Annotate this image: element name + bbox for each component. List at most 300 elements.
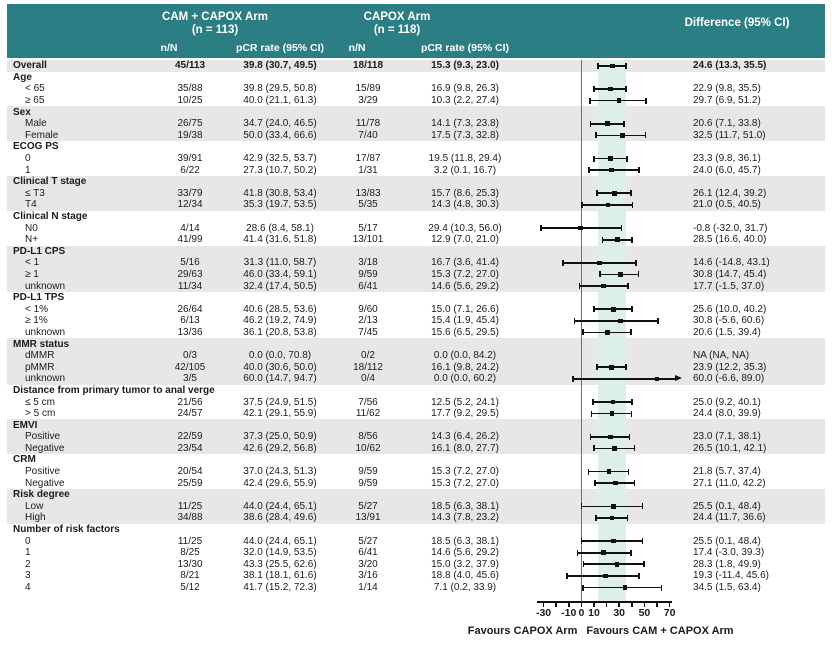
difference-value: 21.8 (5.7, 37.4) bbox=[693, 466, 761, 478]
point-estimate-marker bbox=[620, 133, 625, 138]
cam-n-of-N: 22/59 bbox=[177, 431, 203, 443]
cam-n-of-N: 23/54 bbox=[177, 442, 203, 454]
row-label: Age bbox=[13, 71, 32, 83]
table-row bbox=[7, 582, 825, 594]
row-label: 3 bbox=[25, 570, 31, 582]
ci-cap-left bbox=[579, 283, 581, 289]
ci-cap-left bbox=[581, 538, 583, 544]
capox-n-of-N: 5/27 bbox=[358, 500, 378, 512]
row-label: PD-L1 TPS bbox=[13, 292, 65, 304]
row-label: < 65 bbox=[25, 83, 45, 95]
capox-n-of-N: 8/56 bbox=[358, 431, 378, 443]
cam-n-of-N: 42/105 bbox=[174, 361, 206, 373]
point-estimate-marker bbox=[623, 585, 628, 590]
cam-pcr-rate: 28.6 (8.4, 58.1) bbox=[246, 222, 314, 234]
cam-pcr-rate: 60.0 (14.7, 94.7) bbox=[243, 373, 317, 385]
row-label: ≥ 1 bbox=[25, 268, 39, 280]
row-label: unknown bbox=[25, 280, 66, 292]
difference-value: 20.6 (7.1, 33.8) bbox=[693, 118, 761, 130]
ci-cap-left bbox=[574, 318, 576, 324]
difference-value: 25.0 (9.2, 40.1) bbox=[693, 396, 761, 408]
point-estimate-marker bbox=[611, 504, 616, 509]
difference-value: 20.6 (1.5, 39.4) bbox=[693, 326, 761, 338]
point-estimate-marker bbox=[618, 319, 623, 324]
point-estimate-marker bbox=[615, 237, 620, 242]
cam-n-of-N: 4/14 bbox=[180, 222, 200, 234]
point-estimate-marker bbox=[608, 156, 613, 161]
row-label: N0 bbox=[25, 222, 38, 234]
capox-pcr-rate: 17.7 (9.2, 29.5) bbox=[431, 408, 499, 420]
ci-cap-left bbox=[593, 86, 595, 92]
difference-value: 60.0 (-6.6, 89.0) bbox=[693, 373, 765, 385]
subgroup-header-row bbox=[7, 176, 825, 188]
difference-value: NA (NA, NA) bbox=[693, 350, 750, 362]
cam-n-of-N: 11/25 bbox=[177, 500, 203, 512]
cam-n-of-N: 26/75 bbox=[177, 118, 203, 130]
point-estimate-marker bbox=[607, 469, 612, 474]
cam-pcr-rate: 36.1 (20.8, 53.8) bbox=[243, 326, 317, 338]
ci-cap-right bbox=[645, 132, 647, 138]
cam-pcr-rate: 44.0 (24.4, 65.1) bbox=[243, 500, 317, 512]
table-row bbox=[7, 559, 825, 571]
table-row bbox=[7, 408, 825, 420]
ci-cap-left bbox=[588, 469, 590, 475]
table-row bbox=[7, 373, 825, 385]
rows-container bbox=[7, 60, 825, 593]
capox-pcr-rate: 7.1 (0.2, 33.9) bbox=[433, 582, 497, 594]
cam-pcr-rate: 40.6 (28.5, 53.6) bbox=[243, 303, 317, 315]
point-estimate-marker bbox=[606, 203, 611, 208]
capox-pcr-rate: 15.0 (3.2, 37.9) bbox=[431, 558, 499, 570]
cam-n-of-N: 35/88 bbox=[177, 83, 203, 95]
cam-pcr-rate: 38.6 (28.4, 49.6) bbox=[243, 512, 317, 524]
ci-cap-right bbox=[635, 260, 637, 266]
ci-cap-left bbox=[566, 573, 568, 579]
table-row bbox=[7, 350, 825, 362]
row-label: ≥ 1% bbox=[25, 315, 48, 327]
table-row bbox=[7, 234, 825, 246]
arm1-header bbox=[127, 11, 303, 37]
capox-pcr-rate: 15.0 (7.1, 26.6) bbox=[431, 303, 499, 315]
cam-pcr-rate: 44.0 (24.4, 65.1) bbox=[243, 535, 317, 547]
capox-n-of-N: 6/41 bbox=[358, 280, 378, 292]
row-label: Number of risk factors bbox=[13, 524, 120, 536]
point-estimate-marker bbox=[605, 330, 610, 335]
row-label: Clinical T stage bbox=[13, 176, 87, 188]
cam-n-of-N: 45/113 bbox=[174, 60, 206, 72]
row-label: unknown bbox=[25, 326, 66, 338]
subgroup-header-row bbox=[7, 338, 825, 350]
cam-pcr-rate: 31.3 (11.0, 58.7) bbox=[243, 257, 317, 269]
cam-pcr-rate: 41.7 (15.2, 72.3) bbox=[243, 582, 317, 594]
ci-cap-right bbox=[630, 550, 632, 556]
cam-n-of-N: 39/91 bbox=[177, 153, 203, 165]
cam-pcr-rate: 39.8 (29.5, 50.8) bbox=[243, 83, 317, 95]
table-row bbox=[7, 501, 825, 513]
ci-cap-right bbox=[626, 156, 628, 162]
cam-n-of-N: 11/34 bbox=[177, 280, 203, 292]
cam-pcr-rate: 32.4 (17.4, 50.5) bbox=[243, 280, 317, 292]
table-row bbox=[7, 535, 825, 547]
difference-value: 25.5 (0.1, 48.4) bbox=[693, 535, 761, 547]
ci-cap-right bbox=[642, 538, 644, 544]
cam-pcr-rate: 50.0 (33.4, 66.6) bbox=[243, 129, 317, 141]
favours-left-label: Favours CAPOX Arm bbox=[467, 625, 578, 638]
cam-n-of-N: 20/54 bbox=[177, 466, 203, 478]
cam-pcr-rate: 39.8 (30.7, 49.5) bbox=[243, 60, 317, 72]
row-label: T4 bbox=[25, 199, 37, 211]
capox-pcr-rate: 29.4 (10.3, 56.0) bbox=[428, 222, 502, 234]
ci-cap-right bbox=[643, 561, 645, 567]
capox-pcr-rate: 18.5 (6.3, 38.1) bbox=[431, 500, 499, 512]
table-row bbox=[7, 431, 825, 443]
capox-pcr-rate: 15.3 (9.3, 23.0) bbox=[431, 60, 499, 72]
capox-pcr-rate: 15.3 (7.2, 27.0) bbox=[431, 268, 499, 280]
capox-pcr-rate: 15.3 (7.2, 27.0) bbox=[431, 466, 499, 478]
ci-cap-right bbox=[627, 283, 629, 289]
difference-value: 24.4 (11.7, 36.6) bbox=[693, 512, 766, 524]
capox-pcr-rate: 15.4 (1.9, 45.4) bbox=[431, 315, 499, 327]
table-row bbox=[7, 396, 825, 408]
difference-value: 30.8 (14.7, 45.4) bbox=[693, 268, 767, 280]
row-label: Low bbox=[25, 500, 44, 512]
difference-value: 22.9 (9.8, 35.5) bbox=[693, 83, 761, 95]
row-label: 4 bbox=[25, 582, 31, 594]
capox-pcr-rate: 3.2 (0.1, 16.7) bbox=[433, 164, 497, 176]
x-axis-tick-label: 30 bbox=[613, 607, 626, 620]
ci-cap-left bbox=[581, 503, 583, 509]
capox-pcr-rate: 19.5 (11.8, 29.4) bbox=[428, 153, 502, 165]
difference-value: 32.5 (11.7, 51.0) bbox=[693, 129, 766, 141]
point-estimate-marker bbox=[655, 377, 660, 382]
row-label: Clinical N stage bbox=[13, 211, 88, 223]
ci-cap-right bbox=[631, 411, 633, 417]
x-axis-tick bbox=[568, 601, 570, 607]
cam-pcr-rate: 38.1 (18.1, 61.6) bbox=[243, 570, 317, 582]
ci-cap-left bbox=[577, 550, 579, 556]
x-axis-tick bbox=[618, 601, 620, 607]
capox-n-of-N: 7/40 bbox=[358, 129, 378, 141]
x-axis-tick-label: 0 bbox=[578, 607, 585, 620]
cam-n-of-N: 6/22 bbox=[180, 164, 200, 176]
ci-cap-left bbox=[583, 561, 585, 567]
cam-n-of-N: 10/25 bbox=[177, 95, 203, 107]
capox-pcr-rate: 16.7 (3.6, 41.4) bbox=[431, 257, 499, 269]
point-estimate-marker bbox=[611, 400, 616, 405]
ci-cap-right bbox=[630, 329, 632, 335]
ci-cap-left bbox=[595, 132, 597, 138]
ci-cap-right bbox=[657, 318, 659, 324]
difference-value: 26.5 (10.1, 42.1) bbox=[693, 442, 767, 454]
capox-n-of-N: 1/14 bbox=[358, 582, 378, 594]
row-label: Negative bbox=[25, 477, 65, 489]
point-estimate-marker bbox=[601, 284, 606, 289]
arm2-header bbox=[309, 11, 485, 37]
difference-value: 17.7 (-1.5, 37.0) bbox=[693, 280, 765, 292]
cam-n-of-N: 34/88 bbox=[177, 512, 203, 524]
difference-value: -0.8 (-32.0, 31.7) bbox=[693, 222, 768, 234]
difference-value: 25.6 (10.0, 40.2) bbox=[693, 303, 767, 315]
table-row bbox=[7, 269, 825, 281]
capox-n-of-N: 11/62 bbox=[355, 408, 381, 420]
ci-cap-right bbox=[638, 271, 640, 277]
point-estimate-marker bbox=[611, 539, 616, 544]
ci-line bbox=[589, 169, 639, 171]
ci-cap-right bbox=[621, 225, 623, 231]
ci-cap-right bbox=[631, 399, 633, 405]
subgroup-header-row bbox=[7, 211, 825, 223]
x-axis-tick bbox=[644, 601, 646, 607]
forest-plot-figure bbox=[0, 4, 832, 648]
row-label: Sex bbox=[13, 106, 31, 118]
capox-pcr-rate: 18.8 (4.0, 45.6) bbox=[431, 570, 499, 582]
capox-n-of-N: 7/56 bbox=[358, 396, 378, 408]
ci-cap-left bbox=[599, 271, 601, 277]
table-row bbox=[7, 361, 825, 373]
capox-pcr-rate: 15.3 (7.2, 27.0) bbox=[431, 477, 499, 489]
row-label: dMMR bbox=[25, 350, 55, 362]
ci-cap-right bbox=[627, 515, 629, 521]
ci-cap-right bbox=[623, 121, 625, 127]
capox-pcr-rate: 15.7 (8.6, 25.3) bbox=[431, 187, 499, 199]
table-row bbox=[7, 570, 825, 582]
difference-column-header: Difference (95% CI) bbox=[684, 17, 790, 29]
cam-n-of-N: 13/30 bbox=[177, 558, 203, 570]
capox-n-of-N: 15/89 bbox=[355, 83, 381, 95]
row-label: < 1 bbox=[25, 257, 40, 269]
row-label: PD-L1 CPS bbox=[13, 245, 66, 257]
cam-pcr-rate: 42.9 (32.5, 53.7) bbox=[243, 153, 317, 165]
cam-pcr-rate: 42.1 (29.1, 55.9) bbox=[243, 408, 317, 420]
point-estimate-marker bbox=[608, 435, 613, 440]
row-label: 2 bbox=[25, 558, 31, 570]
point-estimate-marker bbox=[603, 574, 608, 579]
ci-cap-right bbox=[631, 237, 633, 243]
row-label: > 5 cm bbox=[25, 408, 56, 420]
table-row bbox=[7, 164, 825, 176]
capox-n-of-N: 3/16 bbox=[358, 570, 378, 582]
ci-cap-right bbox=[632, 202, 634, 208]
ci-cap-left bbox=[581, 202, 583, 208]
arm1-rate-column-header: pCR rate (95% CI) bbox=[235, 42, 325, 54]
cam-pcr-rate: 34.7 (24.0, 46.5) bbox=[243, 118, 317, 130]
arm1-title: CAM + CAPOX Arm bbox=[162, 11, 268, 23]
capox-pcr-rate: 16.1 (9.8, 24.2) bbox=[431, 361, 499, 373]
ci-cap-right bbox=[642, 503, 644, 509]
ci-cap-left bbox=[590, 434, 592, 440]
row-label: N+ bbox=[25, 234, 39, 246]
cam-n-of-N: 5/12 bbox=[180, 582, 200, 594]
row-label: 1 bbox=[25, 164, 31, 176]
row-label: CRM bbox=[13, 454, 36, 466]
row-label: ≤ T3 bbox=[25, 187, 45, 199]
point-estimate-marker bbox=[601, 550, 606, 555]
x-axis-tick bbox=[669, 601, 671, 607]
row-label: Female bbox=[25, 129, 59, 141]
ci-cap-left bbox=[596, 364, 598, 370]
point-estimate-marker bbox=[610, 64, 615, 69]
row-label: 0 bbox=[25, 535, 31, 547]
x-axis-tick-label: 50 bbox=[638, 607, 651, 620]
difference-value: 23.0 (7.1, 38.1) bbox=[693, 431, 761, 443]
capox-pcr-rate: 14.3 (6.4, 26.2) bbox=[431, 431, 499, 443]
row-label: EMVI bbox=[13, 419, 38, 431]
x-axis-tick bbox=[631, 601, 633, 607]
arm2-title: CAPOX Arm bbox=[363, 11, 431, 23]
row-label: MMR status bbox=[13, 338, 70, 350]
row-label: Negative bbox=[25, 442, 65, 454]
capox-n-of-N: 13/101 bbox=[352, 234, 384, 246]
cam-pcr-rate: 42.4 (29.6, 55.9) bbox=[243, 477, 317, 489]
cam-pcr-rate: 43.3 (25.5, 62.6) bbox=[243, 558, 317, 570]
ci-cap-left bbox=[589, 98, 591, 104]
x-axis-tick bbox=[656, 601, 658, 607]
table-row bbox=[7, 257, 825, 269]
capox-pcr-rate: 12.9 (7.0, 21.0) bbox=[431, 234, 499, 246]
ci-cap-left bbox=[591, 411, 593, 417]
point-estimate-marker bbox=[609, 168, 614, 173]
ci-cap-left bbox=[597, 63, 599, 69]
capox-pcr-rate: 0.0 (0.0, 84.2) bbox=[433, 350, 497, 362]
subgroup-header-row bbox=[7, 489, 825, 501]
row-label: pMMR bbox=[25, 361, 55, 373]
point-estimate-marker bbox=[613, 481, 618, 486]
capox-n-of-N: 13/91 bbox=[355, 512, 381, 524]
ci-cap-left bbox=[588, 167, 590, 173]
ci-cap-left bbox=[582, 329, 584, 335]
difference-value: 26.1 (12.4, 39.2) bbox=[693, 187, 767, 199]
capox-n-of-N: 18/112 bbox=[353, 361, 383, 373]
capox-pcr-rate: 10.3 (2.2, 27.4) bbox=[431, 95, 499, 107]
row-label: High bbox=[25, 512, 46, 524]
row-label: Distance from primary tumor to anal verge bbox=[13, 384, 215, 396]
ci-cap-left bbox=[593, 445, 595, 451]
difference-value: 19.3 (-11.4, 45.6) bbox=[693, 570, 769, 582]
cam-pcr-rate: 46.0 (33.4, 59.1) bbox=[243, 268, 317, 280]
cam-n-of-N: 3/5 bbox=[183, 373, 197, 385]
capox-n-of-N: 9/59 bbox=[358, 466, 378, 478]
subgroup-header-row bbox=[7, 106, 825, 118]
capox-n-of-N: 3/20 bbox=[358, 558, 378, 570]
table-row bbox=[7, 477, 825, 489]
capox-pcr-rate: 18.5 (6.3, 38.1) bbox=[431, 535, 499, 547]
ci-cap-left bbox=[562, 260, 564, 266]
table-row bbox=[7, 315, 825, 327]
capox-n-of-N: 3/18 bbox=[358, 257, 378, 269]
subgroup-header-row bbox=[7, 419, 825, 431]
table-row bbox=[7, 153, 825, 165]
capox-n-of-N: 5/27 bbox=[358, 535, 378, 547]
cam-n-of-N: 21/56 bbox=[177, 396, 203, 408]
subgroup-header-row bbox=[7, 292, 825, 304]
x-axis bbox=[7, 593, 825, 623]
capox-pcr-rate: 17.5 (7.3, 32.8) bbox=[431, 129, 499, 141]
capox-n-of-N: 9/60 bbox=[358, 303, 378, 315]
ci-cap-left bbox=[602, 237, 604, 243]
capox-n-of-N: 5/35 bbox=[358, 199, 378, 211]
ci-cap-left bbox=[540, 225, 542, 231]
ci-cap-left bbox=[593, 156, 595, 162]
subgroup-header-row bbox=[7, 454, 825, 466]
table-row bbox=[7, 95, 825, 107]
cam-n-of-N: 25/59 bbox=[177, 477, 203, 489]
ci-cap-right bbox=[645, 98, 647, 104]
table-row bbox=[7, 303, 825, 315]
cam-n-of-N: 6/13 bbox=[180, 315, 200, 327]
row-label: < 1% bbox=[25, 303, 49, 315]
point-estimate-marker bbox=[615, 562, 620, 567]
row-label: Overall bbox=[13, 60, 47, 72]
row-label: ECOG PS bbox=[13, 141, 59, 153]
x-axis-tick bbox=[543, 601, 545, 607]
favours-labels bbox=[7, 623, 825, 641]
capox-n-of-N: 17/87 bbox=[355, 153, 381, 165]
x-axis-tick bbox=[581, 601, 583, 607]
difference-value: 23.3 (9.8, 36.1) bbox=[693, 153, 761, 165]
table-row bbox=[7, 60, 825, 72]
row-label: Risk degree bbox=[13, 489, 70, 501]
cam-n-of-N: 19/38 bbox=[177, 129, 203, 141]
x-axis-tick bbox=[606, 601, 608, 607]
cam-pcr-rate: 46.2 (19.2, 74.9) bbox=[243, 315, 317, 327]
subgroup-header-row bbox=[7, 385, 825, 397]
ci-cap-left bbox=[595, 515, 597, 521]
cam-n-of-N: 13/36 bbox=[177, 326, 203, 338]
table-header bbox=[7, 4, 825, 58]
ci-cap-left bbox=[582, 585, 584, 591]
cam-n-of-N: 29/63 bbox=[177, 268, 203, 280]
point-estimate-marker bbox=[597, 261, 602, 266]
arm2-nn-column-header: n/N bbox=[348, 42, 366, 54]
difference-value: 34.5 (1.5, 63.4) bbox=[693, 582, 761, 594]
ci-cap-right bbox=[625, 364, 627, 370]
cam-pcr-rate: 37.3 (25.0, 50.9) bbox=[243, 431, 317, 443]
capox-pcr-rate: 14.6 (5.6, 29.2) bbox=[431, 280, 499, 292]
capox-pcr-rate: 14.3 (4.8, 30.3) bbox=[431, 199, 499, 211]
capox-pcr-rate: 14.1 (7.3, 23.8) bbox=[431, 118, 499, 130]
row-label: Male bbox=[25, 118, 47, 130]
ci-cap-right bbox=[638, 573, 640, 579]
point-estimate-marker bbox=[610, 516, 615, 521]
difference-value: 25.5 (0.1, 48.4) bbox=[693, 500, 761, 512]
capox-n-of-N: 11/78 bbox=[355, 118, 381, 130]
ci-cap-right bbox=[631, 306, 633, 312]
capox-n-of-N: 5/17 bbox=[358, 222, 378, 234]
ci-cap-right bbox=[630, 190, 632, 196]
point-estimate-marker bbox=[612, 446, 617, 451]
table-row bbox=[7, 118, 825, 130]
point-estimate-marker bbox=[610, 411, 615, 416]
cam-pcr-rate: 40.0 (30.6, 50.0) bbox=[243, 361, 317, 373]
difference-value: 14.6 (-14.8, 43.1) bbox=[693, 257, 770, 269]
ci-cap-left bbox=[593, 306, 595, 312]
table-body bbox=[7, 60, 825, 641]
arm2-rate-column-header: pCR rate (95% CI) bbox=[420, 42, 510, 54]
point-estimate-marker bbox=[618, 272, 623, 277]
ci-cap-left bbox=[572, 376, 574, 382]
table-row bbox=[7, 547, 825, 559]
difference-value: 17.4 (-3.0, 39.3) bbox=[693, 547, 765, 559]
difference-value: 28.3 (1.8, 49.9) bbox=[693, 558, 761, 570]
table-row bbox=[7, 83, 825, 95]
cam-pcr-rate: 32.0 (14.9, 53.5) bbox=[243, 547, 317, 559]
cam-n-of-N: 8/21 bbox=[180, 570, 200, 582]
cam-n-of-N: 8/25 bbox=[180, 547, 200, 559]
row-label: 0 bbox=[25, 153, 31, 165]
capox-pcr-rate: 16.9 (9.8, 26.3) bbox=[431, 83, 499, 95]
difference-value: 30.8 (-5.6, 60.6) bbox=[693, 315, 765, 327]
table-row bbox=[7, 222, 825, 234]
